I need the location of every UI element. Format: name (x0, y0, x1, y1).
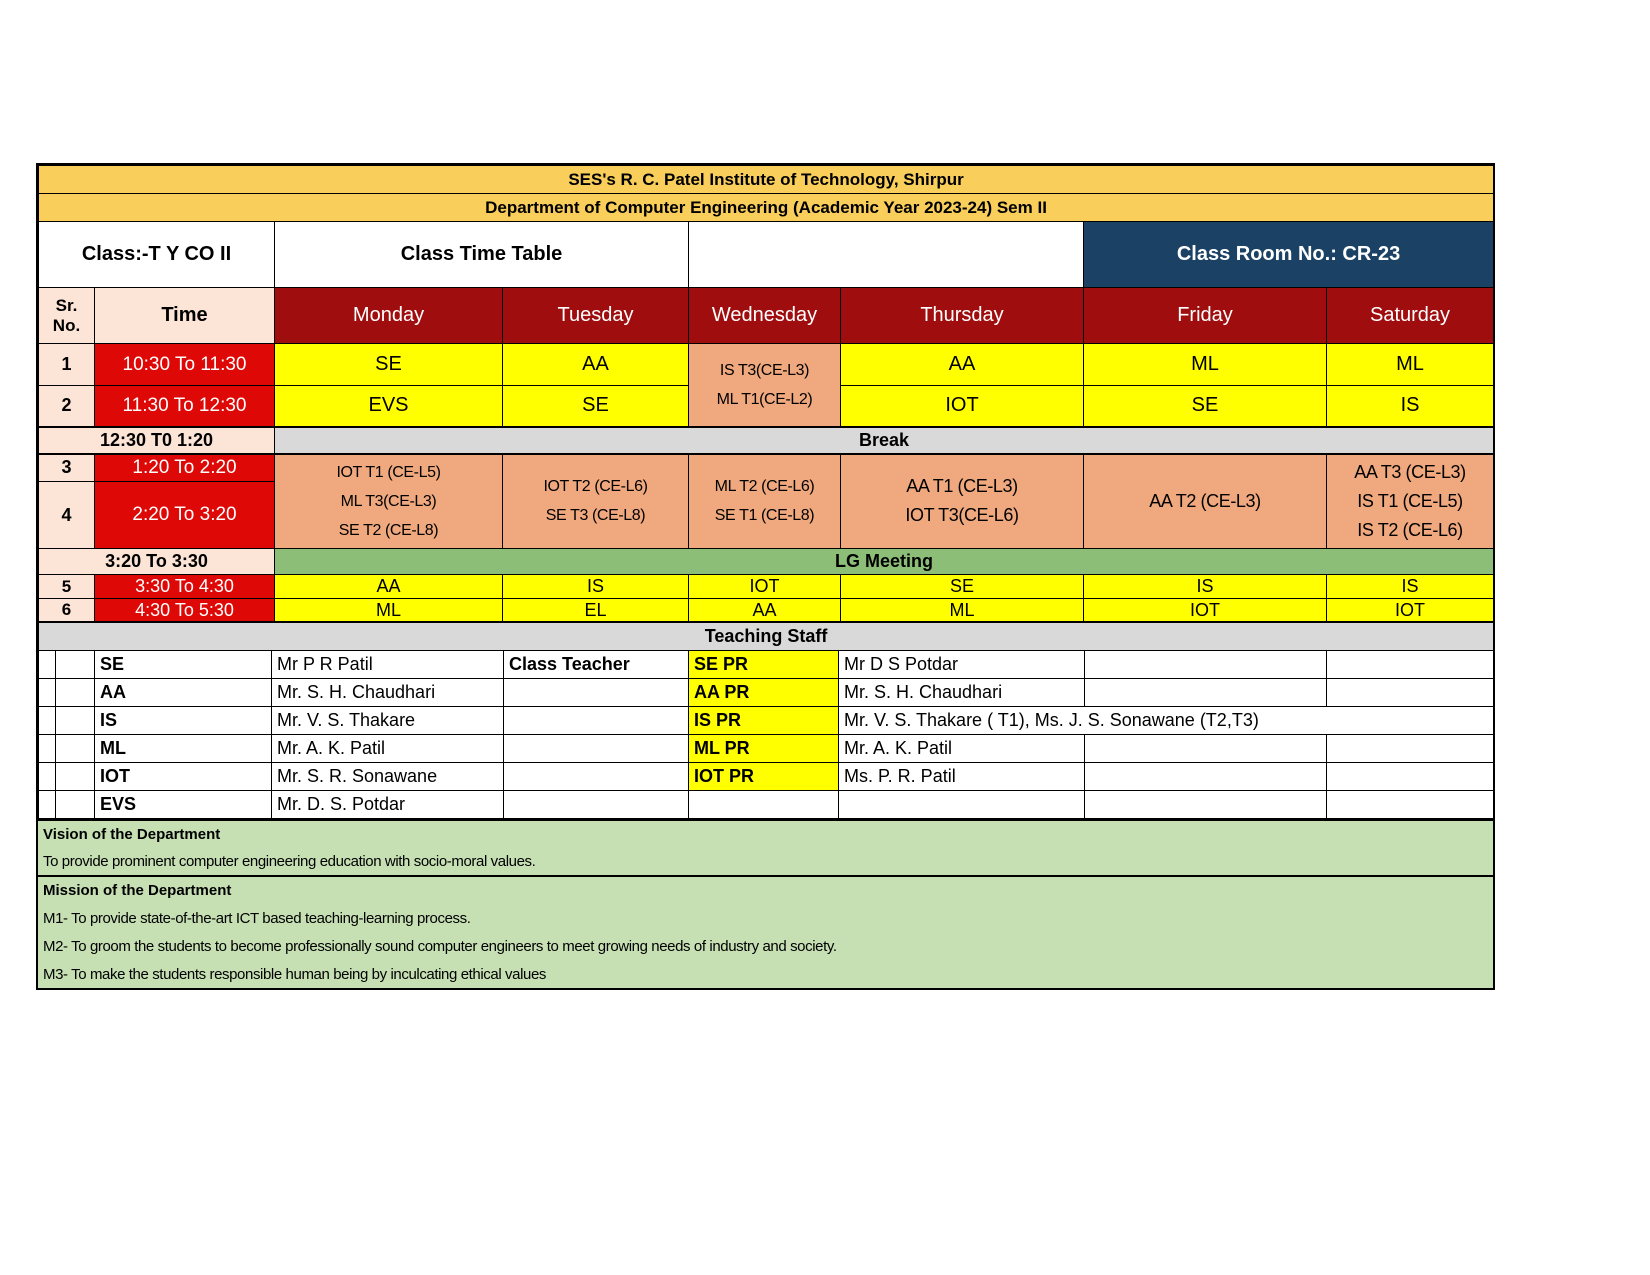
sr-5: 5 (39, 575, 95, 599)
subject-ml-pr: ML PR (689, 735, 839, 763)
time-slot-4: 2:20 To 3:20 (95, 482, 275, 549)
break-time: 12:30 T0 1:20 (39, 427, 275, 454)
time-slot-5: 3:30 To 4:30 (95, 575, 275, 599)
teacher-is-pr: Mr. V. S. Thakare ( T1), Ms. J. S. Sonawane (T2,T3) (839, 707, 1494, 735)
vision-mission-section (38, 819, 1493, 988)
department-title: Department of Computer Engineering (Academic Year 2023-24) Sem II (39, 194, 1494, 222)
cell-wed-5: IOT (689, 575, 841, 599)
teacher-ml-pr: Mr. A. K. Patil (839, 735, 1085, 763)
time-slot-2: 11:30 To 12:30 (95, 386, 275, 427)
col-header-saturday: Saturday (1327, 288, 1494, 344)
teacher-se: Mr P R Patil (272, 651, 504, 679)
lg-time: 3:20 To 3:30 (39, 549, 275, 575)
cell-thu-5: SE (841, 575, 1084, 599)
teacher-iot-pr: Ms. P. R. Patil (839, 763, 1085, 791)
empty-header-cell (689, 222, 1084, 288)
cell-fri-3-4: AA T2 (CE-L3) (1084, 454, 1327, 549)
timetable-sheet (36, 163, 1495, 990)
col-header-sr: Sr. No. (39, 288, 95, 344)
col-header-wednesday: Wednesday (689, 288, 841, 344)
teacher-aa: Mr. S. H. Chaudhari (272, 679, 504, 707)
sr-1: 1 (39, 344, 95, 386)
cell-wed-1-2: IS T3(CE-L3) ML T1(CE-L2) (689, 344, 841, 427)
col-header-thursday: Thursday (841, 288, 1084, 344)
timetable-label: Class Time Table (275, 222, 689, 288)
staff-row-iot (39, 763, 1494, 791)
subject-is-pr: IS PR (689, 707, 839, 735)
sr-3: 3 (39, 454, 95, 482)
cell-wed-3-4: ML T2 (CE-L6) SE T1 (CE-L8) (689, 454, 841, 549)
teaching-staff-title: Teaching Staff (39, 623, 1494, 651)
subject-evs-pr (689, 791, 839, 819)
time-slot-3: 1:20 To 2:20 (95, 454, 275, 482)
staff-row-se (39, 651, 1494, 679)
mission-m1: M1- To provide state-of-the-art ICT based teaching-learning process. (38, 904, 1493, 932)
cell-fri-6: IOT (1084, 599, 1327, 622)
subject-aa-pr: AA PR (689, 679, 839, 707)
class-teacher-label: Class Teacher (504, 651, 689, 679)
cell-mon-2: EVS (275, 386, 503, 427)
cell-sat-2: IS (1327, 386, 1494, 427)
cell-tue-2: SE (503, 386, 689, 427)
sr-2: 2 (39, 386, 95, 427)
cell-tue-1: AA (503, 344, 689, 386)
time-slot-1: 10:30 To 11:30 (95, 344, 275, 386)
cell-mon-3-4: IOT T1 (CE-L5) ML T3(CE-L3) SE T2 (CE-L8) (275, 454, 503, 549)
subject-aa: AA (95, 679, 272, 707)
teacher-iot: Mr. S. R. Sonawane (272, 763, 504, 791)
break-label: Break (275, 427, 1494, 454)
timetable-table (38, 165, 1494, 622)
sr-4: 4 (39, 482, 95, 549)
teacher-evs: Mr. D. S. Potdar (272, 791, 504, 819)
cell-thu-1: AA (841, 344, 1084, 386)
cell-sat-6: IOT (1327, 599, 1494, 622)
cell-mon-5: AA (275, 575, 503, 599)
subject-iot-pr: IOT PR (689, 763, 839, 791)
teacher-ml: Mr. A. K. Patil (272, 735, 504, 763)
cell-sat-3-4: AA T3 (CE-L3) IS T1 (CE-L5) IS T2 (CE-L6) (1327, 454, 1494, 549)
subject-se: SE (95, 651, 272, 679)
subject-evs: EVS (95, 791, 272, 819)
vision-text: To provide prominent computer engineering education with socio-moral values. (38, 848, 1493, 876)
staff-row-ml (39, 735, 1494, 763)
cell-sat-1: ML (1327, 344, 1494, 386)
subject-se-pr: SE PR (689, 651, 839, 679)
cell-thu-3-4: AA T1 (CE-L3) IOT T3(CE-L6) (841, 454, 1084, 549)
mission-title: Mission of the Department (38, 876, 1493, 904)
col-header-tuesday: Tuesday (503, 288, 689, 344)
teacher-aa-pr: Mr. S. H. Chaudhari (839, 679, 1085, 707)
subject-ml: ML (95, 735, 272, 763)
cell-fri-2: SE (1084, 386, 1327, 427)
teacher-se-pr: Mr D S Potdar (839, 651, 1085, 679)
time-slot-6: 4:30 To 5:30 (95, 599, 275, 622)
vision-title: Vision of the Department (38, 820, 1493, 848)
class-label: Class:-T Y CO II (39, 222, 275, 288)
staff-row-evs (39, 791, 1494, 819)
cell-mon-6: ML (275, 599, 503, 622)
cell-thu-2: IOT (841, 386, 1084, 427)
col-header-time: Time (95, 288, 275, 344)
teacher-evs-pr (839, 791, 1085, 819)
sr-6: 6 (39, 599, 95, 622)
teacher-is: Mr. V. S. Thakare (272, 707, 504, 735)
mission-m2: M2- To groom the students to become professionally sound computer engineers to meet growing needs of industry and society. (38, 932, 1493, 960)
institute-title: SES's R. C. Patel Institute of Technology, Shirpur (39, 166, 1494, 194)
mission-m3: M3- To make the students responsible human being by inculcating ethical values (38, 960, 1493, 988)
staff-row-aa (39, 679, 1494, 707)
cell-tue-5: IS (503, 575, 689, 599)
cell-thu-6: ML (841, 599, 1084, 622)
cell-mon-1: SE (275, 344, 503, 386)
cell-fri-5: IS (1084, 575, 1327, 599)
cell-tue-3-4: IOT T2 (CE-L6) SE T3 (CE-L8) (503, 454, 689, 549)
teaching-staff-table (38, 622, 1494, 819)
room-label: Class Room No.: CR-23 (1084, 222, 1494, 288)
col-header-friday: Friday (1084, 288, 1327, 344)
staff-row-is (39, 707, 1494, 735)
col-header-monday: Monday (275, 288, 503, 344)
cell-fri-1: ML (1084, 344, 1327, 386)
cell-wed-6: AA (689, 599, 841, 622)
cell-tue-6: EL (503, 599, 689, 622)
lg-meeting-label: LG Meeting (275, 549, 1494, 575)
cell-sat-5: IS (1327, 575, 1494, 599)
subject-is: IS (95, 707, 272, 735)
subject-iot: IOT (95, 763, 272, 791)
